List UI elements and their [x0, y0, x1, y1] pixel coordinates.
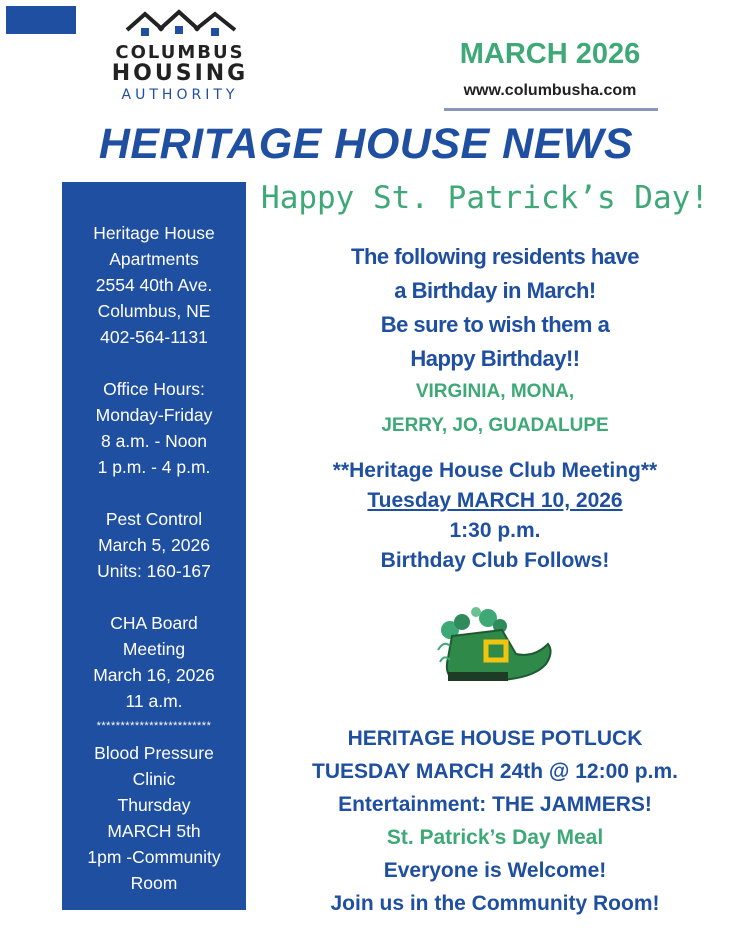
potluck-date-time	[260, 755, 730, 788]
birthday-line: The following residents have	[351, 244, 639, 269]
office-hours-line: Monday-Friday	[95, 405, 213, 425]
logo-line-columbus: COLUMBUS	[115, 42, 245, 63]
clinic-line: Thursday	[117, 795, 191, 815]
blood-pressure-clinic-block	[62, 740, 246, 896]
address-line: Apartments	[109, 249, 199, 269]
pest-control-line: Pest Control	[105, 509, 203, 529]
houses-logo-icon	[115, 6, 245, 38]
potluck-join: Join us in the Community Room!	[330, 892, 660, 915]
clinic-line: Blood Pressure	[94, 743, 214, 763]
birthday-section	[260, 240, 730, 376]
potluck-title: HERITAGE HOUSE POTLUCK	[347, 727, 643, 750]
birthday-line: a Birthday in March!	[394, 278, 596, 303]
clinic-line: Clinic	[132, 769, 176, 789]
office-hours-block	[62, 376, 246, 480]
potluck-meal: St. Patrick’s Day Meal	[386, 826, 604, 849]
address-line: Columbus, NE	[97, 301, 211, 321]
birthday-names-line: JERRY, JO, GUADALUPE	[381, 415, 609, 436]
logo-line-authority: AUTHORITY	[121, 87, 239, 103]
pest-control-block	[62, 506, 246, 584]
club-meeting-section	[260, 456, 730, 576]
cha-logo	[100, 6, 260, 103]
potluck-when: TUESDAY MARCH 24th @ 12:00 p.m.	[312, 760, 678, 783]
office-hours-line: Office Hours:	[103, 379, 205, 399]
phone-number: 402-564-1131	[100, 327, 208, 347]
pest-control-line: Units: 160-167	[97, 561, 211, 581]
office-hours-line: 8 a.m. - Noon	[100, 431, 208, 451]
address-block	[62, 220, 246, 350]
office-hours-line: 1 p.m. - 4 p.m.	[97, 457, 211, 477]
clinic-line: MARCH 5th	[107, 821, 201, 841]
address-line: Heritage House	[93, 223, 215, 243]
leprechaun-shoe-icon	[430, 600, 570, 695]
corner-accent-bar	[6, 6, 76, 34]
logo-line-housing: HOUSING	[111, 61, 249, 86]
birthday-club-note: Birthday Club Follows!	[380, 549, 610, 572]
board-meeting-block	[62, 610, 246, 714]
club-meeting-title: **Heritage House Club Meeting**	[332, 459, 658, 482]
birthday-line: Be sure to wish them a	[380, 312, 610, 337]
website-link[interactable]: www.columbusha.com	[463, 82, 637, 99]
pest-control-line: March 5, 2026	[98, 535, 210, 555]
club-meeting-time: 1:30 p.m.	[449, 519, 541, 542]
board-meeting-line: 11 a.m.	[125, 691, 183, 711]
st-patricks-greeting: Happy St. Patrick’s Day!	[261, 180, 709, 216]
board-meeting-line: Meeting	[122, 639, 186, 659]
star-separator: ************************	[96, 720, 212, 732]
website-underline-divider	[444, 108, 658, 111]
potluck-entertainment: Entertainment: THE JAMMERS!	[338, 793, 652, 816]
board-meeting-line: CHA Board	[110, 613, 198, 633]
clinic-line: 1pm -Community	[87, 847, 221, 867]
clinic-line: Room	[130, 873, 178, 893]
board-meeting-line: March 16, 2026	[93, 665, 215, 685]
birthday-names	[260, 375, 730, 443]
newsletter-title: HERITAGE HOUSE NEWS	[98, 120, 634, 168]
club-meeting-date: Tuesday MARCH 10, 2026	[367, 489, 623, 512]
issue-month: MARCH 2026	[459, 38, 641, 70]
birthday-names-line: VIRGINIA, MONA,	[415, 381, 575, 402]
potluck-section	[260, 722, 730, 920]
address-line: 2554 40th Ave.	[95, 275, 213, 295]
birthday-line: Happy Birthday!!	[410, 346, 580, 371]
info-sidebar	[62, 182, 246, 910]
potluck-welcome: Everyone is Welcome!	[383, 859, 607, 882]
